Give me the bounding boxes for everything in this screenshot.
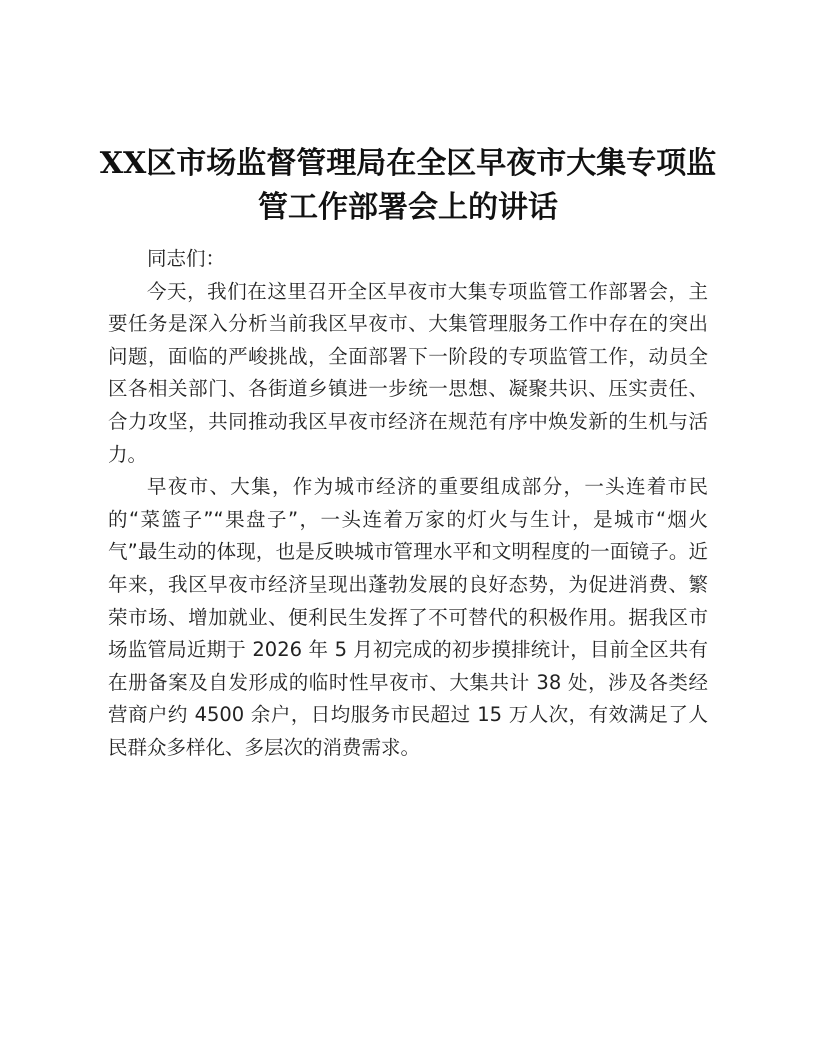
document-title: XX区市场监督管理局在全区早夜市大集专项监管工作部署会上的讲话 [99, 146, 717, 225]
salutation: 同志们： [147, 247, 226, 270]
paragraph-opening: 今天，我们在这里召开全区早夜市大集专项监管工作部署会，主要任务是深入分析当前我区早夜市、大集管理服务工作中存在的突出问题，面临的严峻挑战，全面部署下一阶段的专项监管工作，动员全区各相关部门、各街道乡镇进一步统一思想、凝聚共识、压实责任、合力攻坚，共同推动我区早夜市经济在规范有序中焕发新的生机与活力。 [108, 279, 708, 466]
paragraph-background: 早夜市、大集，作为城市经济的重要组成部分，一头连着市民的“菜篮子”“果盘子”，一头连着万家的灯火与生计，是城市“烟火气”最生动的体现，也是反映城市管理水平和文明程度的一面镜子。近年来，我区早夜市经济呈现出蓬勃发展的良好态势，为促进消费、繁荣市场、增加就业、便利民生发挥了不可替代的积极作用。据我区市场监管局近期于 2026 年 5 月初完成的初步摸排统计，目前全区共有在册备案及自发形成的临时性早夜市、大集共计 38 处，涉及各类经营商户约 4500 余户，日均服务市民超过 15 万人次，有效满足了人民群众多样化、多层次的消费需求。 [108, 475, 708, 759]
document-body [108, 243, 708, 765]
